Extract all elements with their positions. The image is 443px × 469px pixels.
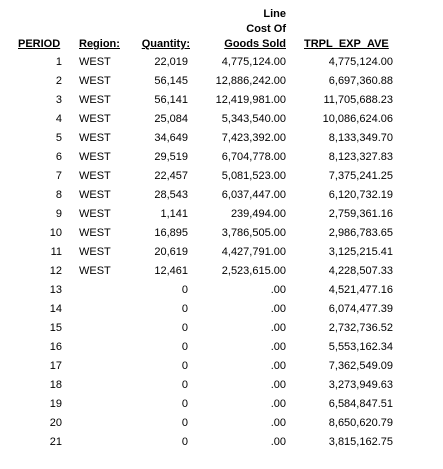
cell-quantity: 22,457 [154, 170, 188, 182]
cell-quantity: 22,019 [154, 56, 188, 68]
cell-period: 6 [55, 151, 62, 163]
cell-period: 16 [49, 341, 62, 353]
table-row [0, 357, 443, 376]
table-row [0, 205, 443, 224]
cell-trpl: 8,650,620.79 [328, 417, 393, 429]
cell-cost: 7,423,392.00 [221, 132, 286, 144]
cell-cost: 12,419,981.00 [215, 94, 286, 106]
header-cost-line2: Cost Of [246, 23, 286, 35]
cell-cost: 239,494.00 [230, 208, 286, 220]
cell-trpl: 3,815,162.75 [328, 436, 393, 448]
table-row [0, 110, 443, 129]
cell-quantity: 0 [181, 398, 188, 410]
cell-region: WEST [79, 265, 111, 277]
cell-trpl: 6,584,847.51 [328, 398, 393, 410]
cell-trpl: 4,521,477.16 [328, 284, 393, 296]
cell-period: 3 [55, 94, 62, 106]
table-row [0, 433, 443, 452]
cell-cost: .00 [270, 436, 286, 448]
cell-trpl: 2,759,361.16 [328, 208, 393, 220]
cell-trpl: 7,375,241.25 [328, 170, 393, 182]
cell-trpl: 10,086,624.06 [322, 113, 393, 125]
table-row [0, 91, 443, 110]
cell-trpl: 8,123,327.83 [328, 151, 393, 163]
cell-quantity: 0 [181, 303, 188, 315]
cell-trpl: 4,228,507.33 [328, 265, 393, 277]
cell-quantity: 56,141 [154, 94, 188, 106]
table-row [0, 72, 443, 91]
table-row [0, 395, 443, 414]
cell-quantity: 56,145 [154, 75, 188, 87]
cell-period: 13 [49, 284, 62, 296]
cell-cost: .00 [270, 360, 286, 372]
cell-period: 5 [55, 132, 62, 144]
cell-quantity: 28,543 [154, 189, 188, 201]
header-quantity: Quantity: [141, 38, 190, 50]
cell-cost: .00 [270, 379, 286, 391]
table-row [0, 262, 443, 281]
cell-cost: .00 [270, 417, 286, 429]
cell-cost: 4,427,791.00 [221, 246, 286, 258]
cell-quantity: 25,084 [154, 113, 188, 125]
table-row [0, 319, 443, 338]
table-row [0, 129, 443, 148]
cell-trpl: 6,697,360.88 [328, 75, 393, 87]
cell-quantity: 0 [181, 360, 188, 372]
header-cost-line1: Line [263, 8, 286, 20]
cell-period: 7 [55, 170, 62, 182]
table-row [0, 148, 443, 167]
cell-quantity: 0 [181, 341, 188, 353]
cell-period: 9 [55, 208, 62, 220]
cell-period: 4 [55, 113, 62, 125]
cell-trpl: 11,705,688.23 [323, 94, 393, 106]
table-row [0, 300, 443, 319]
cell-period: 10 [49, 227, 62, 239]
cell-region: WEST [79, 56, 111, 68]
cell-period: 12 [49, 265, 62, 277]
table-row [0, 243, 443, 262]
cell-trpl: 2,986,783.65 [328, 227, 393, 239]
cell-trpl: 8,133,349.70 [328, 132, 393, 144]
cell-quantity: 1,141 [160, 208, 188, 220]
cell-period: 2 [55, 75, 62, 87]
table-row [0, 376, 443, 395]
cell-cost: 5,081,523.00 [221, 170, 286, 182]
cell-region: WEST [79, 94, 111, 106]
cell-period: 20 [49, 417, 62, 429]
cell-quantity: 12,461 [154, 265, 188, 277]
cell-quantity: 29,519 [154, 151, 188, 163]
header-period: PERIOD [18, 38, 61, 50]
cell-period: 8 [55, 189, 62, 201]
cell-trpl: 3,273,949.63 [328, 379, 393, 391]
cell-cost: 5,343,540.00 [221, 113, 286, 125]
table-row [0, 224, 443, 243]
cell-trpl: 4,775,124.00 [328, 56, 393, 68]
cell-quantity: 0 [181, 436, 188, 448]
cell-region: WEST [79, 151, 111, 163]
table-row [0, 281, 443, 300]
header-cost-line3: Goods Sold [224, 38, 286, 50]
cell-region: WEST [79, 75, 111, 87]
cell-trpl: 2,732,736.52 [328, 322, 393, 334]
cell-cost: 2,523,615.00 [221, 265, 286, 277]
cell-region: WEST [79, 189, 111, 201]
cell-region: WEST [79, 113, 111, 125]
cell-period: 17 [49, 360, 62, 372]
table-row [0, 186, 443, 205]
cell-cost: .00 [270, 322, 286, 334]
cell-cost: 6,704,778.00 [221, 151, 286, 163]
cell-period: 19 [49, 398, 62, 410]
cell-trpl: 5,553,162.34 [328, 341, 393, 353]
table-row [0, 338, 443, 357]
cell-region: WEST [79, 132, 111, 144]
cell-period: 21 [49, 436, 62, 448]
cell-period: 18 [49, 379, 62, 391]
cell-quantity: 0 [181, 284, 188, 296]
table-row [0, 53, 443, 72]
cell-quantity: 0 [181, 379, 188, 391]
cell-region: WEST [79, 170, 111, 182]
cell-region: WEST [79, 208, 111, 220]
table-row [0, 414, 443, 433]
cell-period: 11 [50, 246, 62, 258]
cell-trpl: 7,362,549.09 [328, 360, 393, 372]
cell-cost: .00 [270, 341, 286, 353]
cell-period: 1 [55, 56, 62, 68]
cell-cost: 4,775,124.00 [221, 56, 286, 68]
cell-quantity: 34,649 [154, 132, 188, 144]
cell-trpl: 3,125,215.41 [328, 246, 393, 258]
cell-cost: .00 [270, 303, 286, 315]
header-region: Region: [79, 38, 120, 50]
cell-quantity: 0 [181, 417, 188, 429]
cell-trpl: 6,120,732.19 [328, 189, 393, 201]
cell-region: WEST [79, 227, 111, 239]
cell-cost: .00 [270, 284, 286, 296]
cell-region: WEST [79, 246, 111, 258]
cell-trpl: 6,074,477.39 [328, 303, 393, 315]
cell-quantity: 16,895 [154, 227, 188, 239]
header-trpl-exp-ave: TRPL_EXP_AVE [304, 38, 389, 50]
cell-cost: 12,886,242.00 [215, 75, 286, 87]
cell-quantity: 0 [181, 322, 188, 334]
cell-quantity: 20,619 [154, 246, 188, 258]
cell-cost: 6,037,447.00 [221, 189, 286, 201]
cell-cost: .00 [270, 398, 286, 410]
table-row [0, 167, 443, 186]
cell-period: 14 [49, 303, 62, 315]
cell-cost: 3,786,505.00 [221, 227, 286, 239]
cell-period: 15 [49, 322, 62, 334]
